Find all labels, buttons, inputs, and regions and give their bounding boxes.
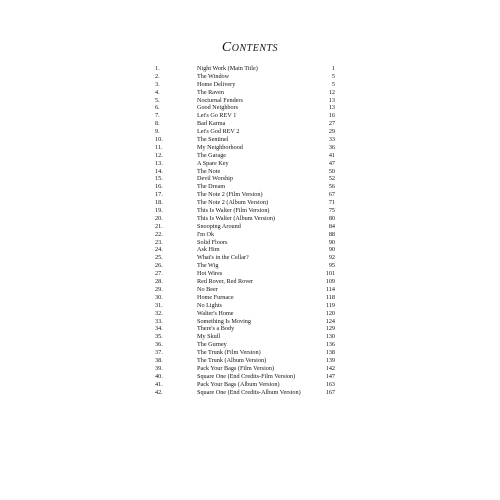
entry-number: 11.: [155, 143, 163, 151]
entry-page: 114: [325, 285, 335, 293]
entry-number: 13.: [155, 159, 163, 167]
entry-number: 38.: [155, 356, 163, 364]
entry-page: 124: [325, 317, 335, 325]
entry-number: 10.: [155, 136, 163, 144]
entry-title: The Wig: [197, 262, 219, 270]
entry-number: 36.: [155, 341, 163, 349]
toc-entry: [155, 333, 335, 341]
entry-page: 27: [328, 120, 335, 128]
entry-page: 88: [328, 230, 335, 238]
entry-page: 101: [325, 270, 335, 278]
entry-number: 30.: [155, 293, 163, 301]
entry-title: Good Neighbors: [197, 104, 239, 112]
entry-number: 34.: [155, 325, 163, 333]
toc-entry: [155, 223, 335, 231]
toc-entry: [155, 65, 335, 73]
entry-page: 36: [328, 143, 335, 151]
entry-page: 5: [331, 80, 335, 88]
toc-entry: [155, 168, 335, 176]
table-of-contents: [155, 65, 335, 396]
entry-title: The Raven: [197, 88, 224, 96]
toc-entry: [155, 270, 335, 278]
entry-number: 39.: [155, 364, 163, 372]
entry-page: 16: [328, 112, 335, 120]
entry-number: 16.: [155, 183, 163, 191]
entry-number: 41.: [155, 380, 163, 388]
entry-title: Pack Your Bags (Album Version): [197, 380, 280, 388]
toc-entry: [155, 199, 335, 207]
entry-number: 14.: [155, 167, 163, 175]
toc-entry: [155, 152, 335, 160]
entry-page: 120: [325, 309, 335, 317]
entry-number: 42.: [155, 388, 163, 396]
entry-title: The Note: [197, 167, 221, 175]
entry-title: The Gurney: [197, 341, 227, 349]
entry-title: Home Delivery: [197, 80, 236, 88]
entry-page: 56: [328, 183, 335, 191]
entry-title: The Dream: [197, 183, 226, 191]
toc-entry: [155, 325, 335, 333]
entry-title: Square One (End Credits-Film Version): [197, 372, 296, 380]
entry-page: 129: [325, 325, 335, 333]
toc-entry: [155, 104, 335, 112]
toc-entry: [155, 73, 335, 81]
toc-entry: [155, 278, 335, 286]
entry-page: 67: [328, 191, 335, 199]
entry-page: 109: [325, 278, 335, 286]
entry-number: 25.: [155, 254, 163, 262]
entry-number: 18.: [155, 199, 163, 207]
entry-number: 27.: [155, 270, 163, 278]
toc-entry: [155, 160, 335, 168]
entry-title: Night Work (Main Title): [197, 65, 258, 72]
entry-number: 1.: [155, 65, 160, 72]
entry-page: 12: [328, 88, 335, 96]
toc-entry: [155, 341, 335, 349]
entry-page: 167: [325, 388, 335, 396]
entry-number: 31.: [155, 301, 163, 309]
toc-entry: [155, 231, 335, 239]
toc-entry: [155, 381, 335, 389]
entry-title: Bad Karma: [197, 120, 226, 128]
entry-title: Let's God REV 2: [197, 128, 240, 136]
entry-number: 19.: [155, 207, 163, 215]
toc-entry: [155, 81, 335, 89]
entry-title: My Skull: [197, 333, 221, 341]
entry-page: 90: [328, 238, 335, 246]
entry-title: Ask Him: [197, 246, 220, 254]
entry-title: Solid Floors: [197, 238, 228, 246]
toc-entry: [155, 144, 335, 152]
entry-page: 41: [328, 151, 335, 159]
entry-title: Pack Your Bags (Film Version): [197, 364, 275, 372]
entry-number: 8.: [155, 120, 160, 128]
entry-title: This Is Walter (Album Version): [197, 214, 275, 222]
entry-number: 9.: [155, 128, 160, 136]
toc-entry: [155, 262, 335, 270]
toc-entry: [155, 365, 335, 373]
entry-title: Hot Wires: [197, 270, 223, 278]
entry-number: 40.: [155, 372, 163, 380]
entry-page: 119: [325, 301, 335, 309]
entry-title: The Note 2 (Album Version): [197, 199, 269, 207]
entry-number: 29.: [155, 285, 163, 293]
entry-number: 37.: [155, 349, 163, 357]
toc-entry: [155, 97, 335, 105]
entry-title: The Note 2 (Film Version): [197, 191, 263, 199]
toc-entry: [155, 286, 335, 294]
toc-entry: [155, 389, 335, 397]
toc-entry: [155, 310, 335, 318]
toc-entry: [155, 207, 335, 215]
entry-page: 5: [331, 72, 335, 80]
entry-number: 33.: [155, 317, 163, 325]
entry-number: 2.: [155, 72, 160, 80]
entry-number: 6.: [155, 104, 160, 112]
entry-page: 13: [328, 96, 335, 104]
toc-entry: [155, 120, 335, 128]
entry-number: 4.: [155, 88, 160, 96]
entry-number: 21.: [155, 222, 163, 230]
entry-number: 15.: [155, 175, 163, 183]
entry-page: 118: [325, 293, 335, 301]
toc-entry: [155, 183, 335, 191]
entry-page: 50: [328, 167, 335, 175]
toc-entry: [155, 215, 335, 223]
toc-entry: [155, 294, 335, 302]
entry-title: Home Furnace: [197, 293, 234, 301]
entry-page: 52: [328, 175, 335, 183]
entry-title: The Trunk (Film Version): [197, 349, 261, 357]
entry-title: Red Rover, Red Rover: [197, 278, 254, 286]
entry-page: 130: [325, 333, 335, 341]
toc-entry: [155, 318, 335, 326]
entry-title: The Trunk (Album Version): [197, 356, 267, 364]
entry-title: This Is Walter (Film Version): [197, 207, 270, 215]
entry-number: 3.: [155, 80, 160, 88]
entry-page: 139: [325, 356, 335, 364]
toc-entry: [155, 373, 335, 381]
entry-page: 29: [328, 128, 335, 136]
entry-title: A Spare Key: [197, 159, 229, 167]
entry-page: 47: [328, 159, 335, 167]
entry-number: 12.: [155, 151, 163, 159]
entry-title: Nocturnal Fenders: [197, 96, 243, 104]
entry-title: Square One (End Credits-Album Version): [197, 388, 301, 396]
toc-entry: [155, 191, 335, 199]
toc-entry: [155, 175, 335, 183]
entry-page: 80: [328, 214, 335, 222]
toc-entry: [155, 302, 335, 310]
entry-number: 17.: [155, 191, 163, 199]
entry-title: The Garage: [197, 151, 227, 159]
toc-entry: [155, 136, 335, 144]
toc-entry: [155, 254, 335, 262]
entry-page: 75: [328, 207, 335, 215]
entry-page: 33: [328, 136, 335, 144]
entry-page: 1: [331, 65, 335, 72]
entry-page: 71: [328, 199, 335, 207]
entry-title: No Lights: [197, 301, 222, 309]
entry-title: There's a Body: [197, 325, 235, 333]
entry-number: 32.: [155, 309, 163, 317]
entry-title: Let's Go REV 1: [197, 112, 237, 120]
entry-page: 147: [325, 372, 335, 380]
entry-page: 138: [325, 349, 335, 357]
entry-number: 7.: [155, 112, 160, 120]
entry-number: 35.: [155, 333, 163, 341]
entry-page: 163: [325, 380, 335, 388]
entry-page: 136: [325, 341, 335, 349]
entry-page: 92: [328, 254, 335, 262]
entry-title: Devil Worship: [197, 175, 233, 183]
entry-title: What's in the Cellar?: [197, 254, 249, 262]
toc-entry: [155, 357, 335, 365]
toc-entry: [155, 112, 335, 120]
entry-page: 90: [328, 246, 335, 254]
entry-page: 84: [328, 222, 335, 230]
toc-entry: [155, 89, 335, 97]
toc-entry: [155, 128, 335, 136]
entry-title: Walter's Home: [197, 309, 234, 317]
toc-entry: [155, 246, 335, 254]
entry-number: 20.: [155, 214, 163, 222]
entry-page: 13: [328, 104, 335, 112]
entry-number: 28.: [155, 278, 163, 286]
entry-title: Snooping Around: [197, 222, 241, 230]
entry-page: 95: [328, 262, 335, 270]
entry-title: I'm Ok: [197, 230, 215, 238]
entry-title: My Neighborhood: [197, 143, 243, 151]
entry-number: 22.: [155, 230, 163, 238]
page-title: Contents: [221, 40, 279, 55]
entry-title: The Sentinel: [197, 136, 229, 144]
entry-title: Something Is Moving: [197, 317, 251, 325]
entry-number: 23.: [155, 238, 163, 246]
toc-entry: [155, 239, 335, 247]
entry-title: The Window: [197, 72, 230, 80]
entry-title: No Beer: [197, 285, 218, 293]
entry-page: 142: [325, 364, 335, 372]
entry-number: 5.: [155, 96, 160, 104]
entry-number: 24.: [155, 246, 163, 254]
entry-number: 26.: [155, 262, 163, 270]
toc-entry: [155, 349, 335, 357]
